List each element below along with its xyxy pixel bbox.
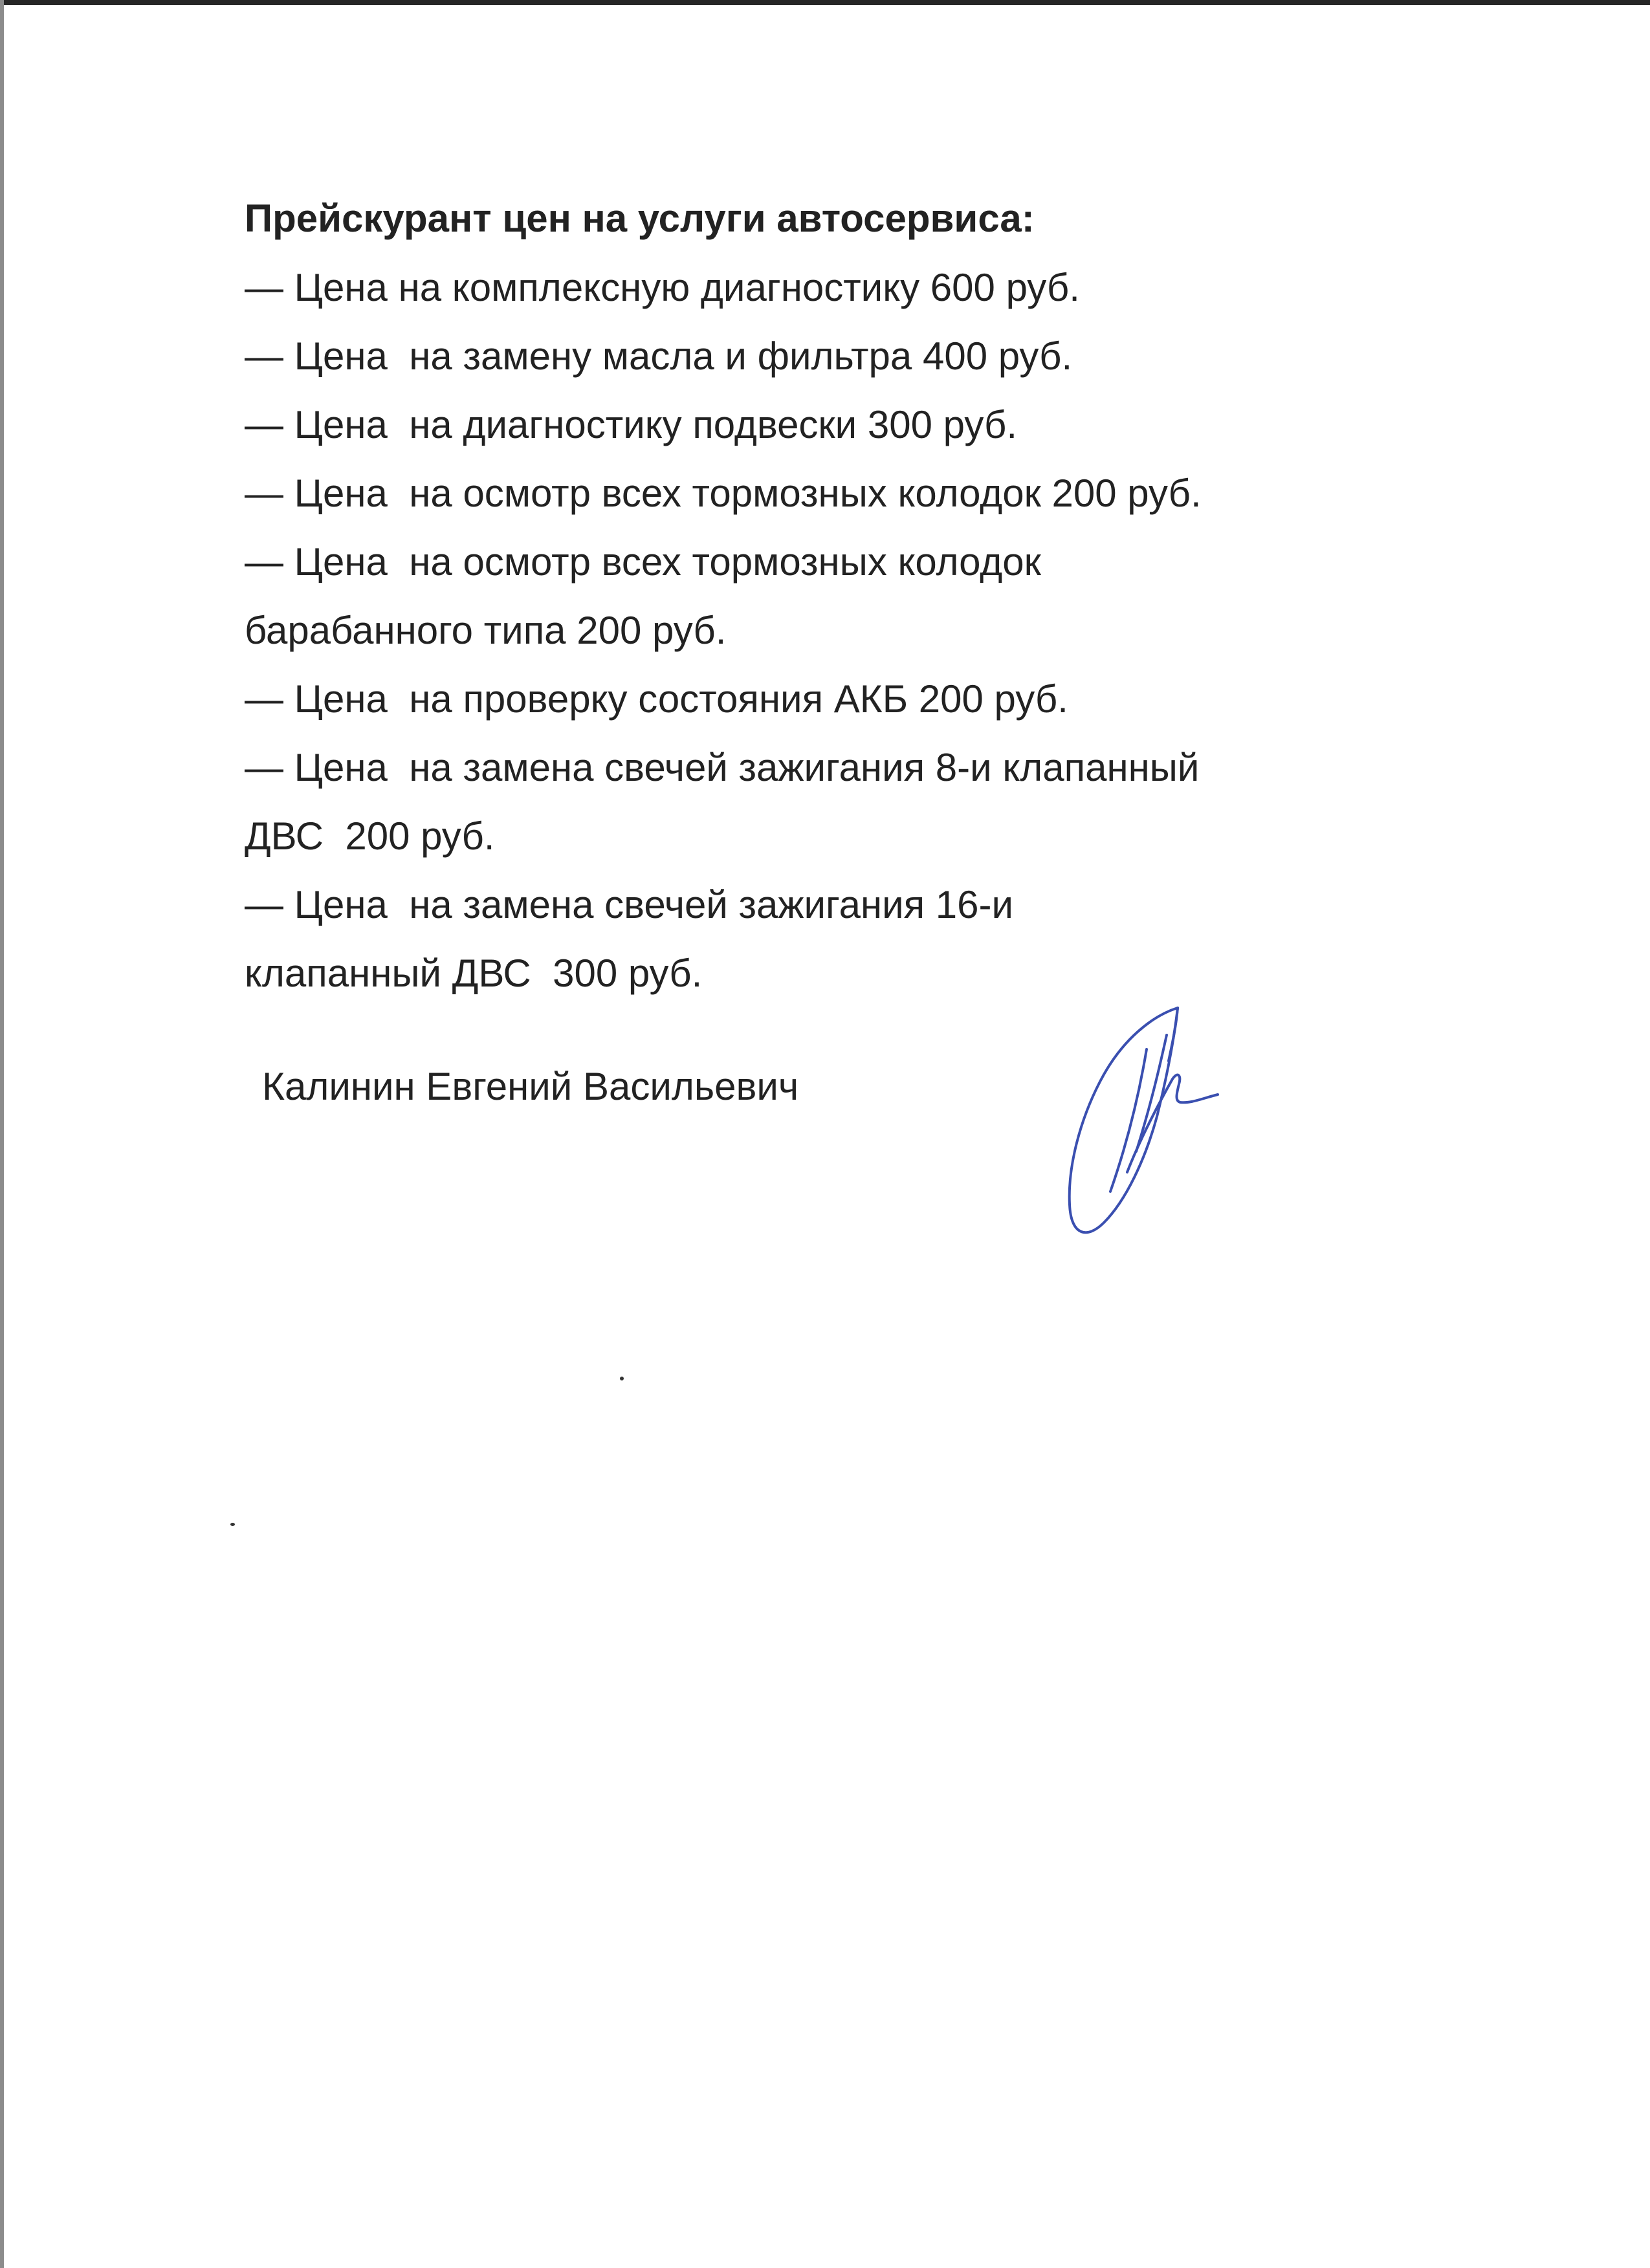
price-line: — Цена на комплексную диагностику 600 руб. [245, 266, 1080, 309]
scan-left-edge [0, 0, 4, 2268]
price-line: — Цена на диагностику подвески 300 руб. [245, 403, 1018, 446]
price-line: — Цена на замену масла и фильтра 400 руб. [245, 334, 1073, 378]
scan-speck [620, 1377, 624, 1380]
price-line-continuation: клапанный ДВС 300 руб. [245, 952, 703, 995]
price-line: — Цена на замена свечей зажигания 8-и клапанный [245, 746, 1200, 789]
price-line: — Цена на замена свечей зажигания 16-и [245, 883, 1014, 926]
price-line: — Цена на осмотр всех тормозных колодок 200 руб. [245, 472, 1202, 515]
price-line: — Цена на проверку состояния АКБ 200 руб. [245, 677, 1068, 721]
handwritten-signature-icon [984, 996, 1242, 1255]
scan-speck [230, 1523, 235, 1526]
price-list-title: Прейскурант цен на услуги автосервиса: [245, 197, 1035, 240]
price-line-continuation: ДВС 200 руб. [245, 814, 495, 858]
signer-name: Калинин Евгений Васильевич [262, 1065, 799, 1108]
price-line-continuation: барабанного типа 200 руб. [245, 609, 727, 652]
price-list [245, 184, 1513, 1008]
price-line: — Цена на осмотр всех тормозных колодок [245, 540, 1041, 583]
scan-top-edge [0, 0, 1650, 5]
